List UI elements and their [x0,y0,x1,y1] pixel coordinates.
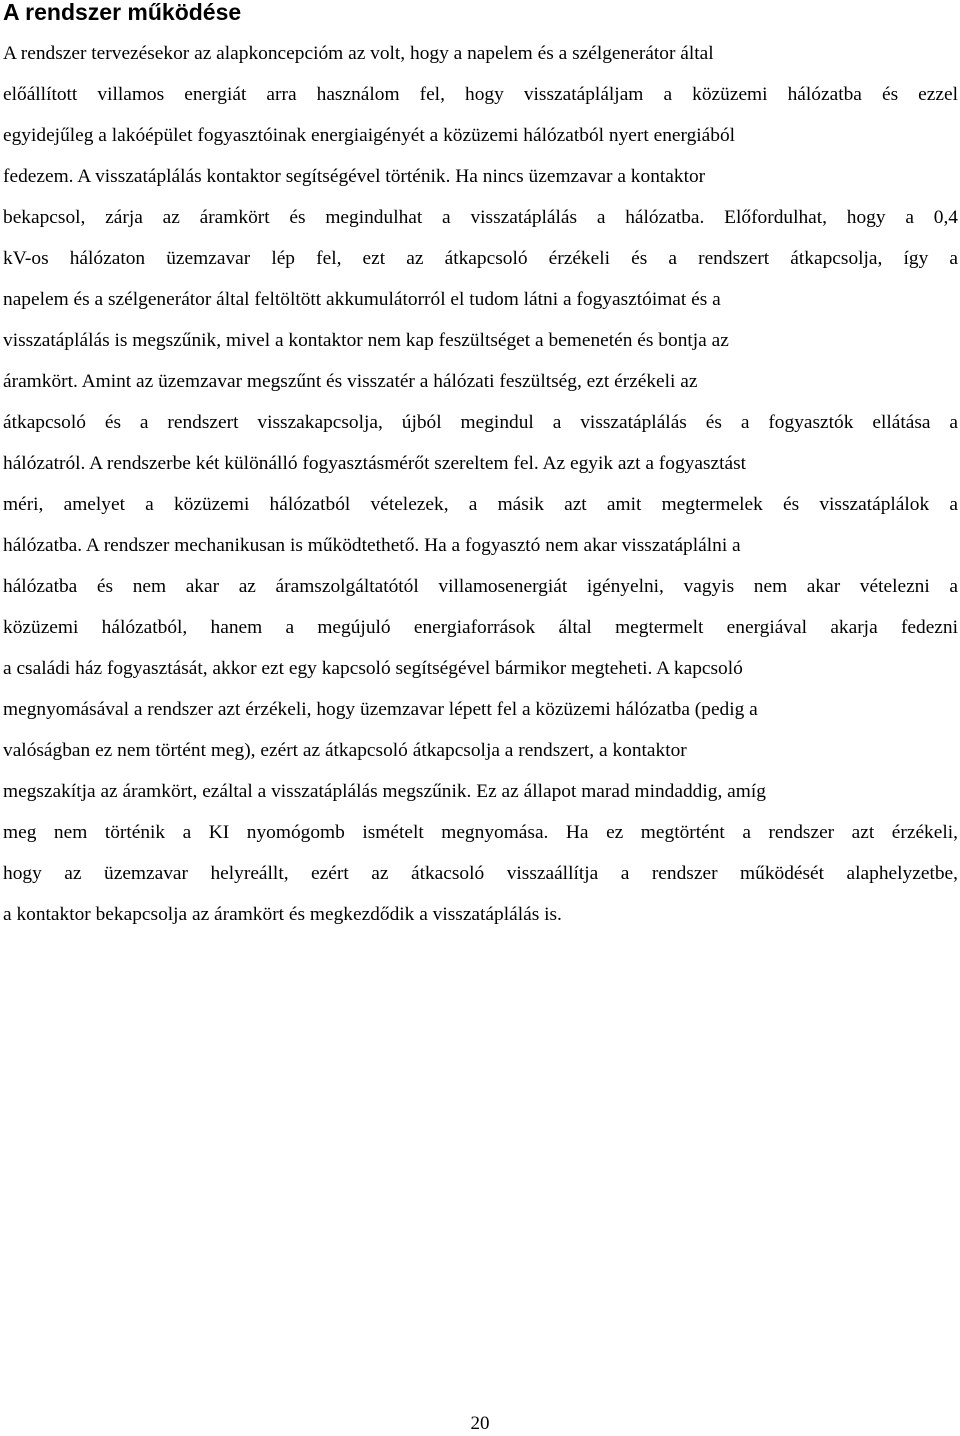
paragraph-line: meg nem történik a KI nyomógomb ismételt megnyomása. Ha ez megtörtént a rendszer azt érzékeli, [3,822,958,843]
paragraph-line: hálózatról. A rendszerbe két különálló fogyasztásmérőt szereltem fel. Az egyik azt a fogyasztást [3,453,747,474]
paragraph-line: megnyomásával a rendszer azt érzékeli, hogy üzemzavar lépett fel a közüzemi hálózatba (pedig a [3,699,758,720]
paragraph-line: hálózatba. A rendszer mechanikusan is működtethető. Ha a fogyasztó nem akar visszatáplálni a [3,535,741,556]
paragraph-line: kV-os hálózaton üzemzavar lép fel, ezt az átkapcsoló érzékeli és a rendszert átkapcsolja, így a [3,248,958,269]
page-number: 20 [470,1413,490,1434]
paragraph-line: egyidejűleg a lakóépület fogyasztóinak energiaigényét a közüzemi hálózatból nyert energiából [3,125,736,146]
paragraph-line: a családi ház fogyasztását, akkor ezt egy kapcsoló segítségével bármikor megteheti. A kapcsoló [3,658,743,679]
paragraph-line: méri, amelyet a közüzemi hálózatból vételezek, a másik azt amit megtermelek és visszatáplálok a [3,494,958,515]
paragraph-line: fedezem. A visszatáplálás kontaktor segítségével történik. Ha nincs üzemzavar a kontaktor [3,166,706,187]
paragraph-line: hogy az üzemzavar helyreállt, ezért az átkacsoló visszaállítja a rendszer működését alaphelyzetbe, [3,863,958,884]
paragraph-line: áramkört. Amint az üzemzavar megszűnt és visszatér a hálózati feszültség, ezt érzékeli az [3,371,698,392]
paragraph-line: előállított villamos energiát arra használom fel, hogy visszatápláljam a közüzemi hálózatba és ezzel [3,84,958,105]
paragraph-line: a kontaktor bekapcsolja az áramkört és megkezdődik a visszatáplálás is. [3,904,562,925]
paragraph-line: megszakítja az áramkört, ezáltal a visszatáplálás megszűnik. Ez az állapot marad mindaddig, amíg [3,781,766,802]
section-heading: A rendszer működése [3,0,242,25]
paragraph-line: közüzemi hálózatból, hanem a megújuló energiaforrások által megtermelt energiával akarja fedezni [3,617,958,638]
body-paragraph [3,44,958,946]
paragraph-line: bekapcsol, zárja az áramkört és megindulhat a visszatáplálás a hálózatba. Előfordulhat, hogy a 0,4 [3,207,958,228]
paragraph-line: hálózatba és nem akar az áramszolgáltatótól villamosenergiát igényelni, vagyis nem akar vételezni a [3,576,958,597]
paragraph-line: visszatáplálás is megszűnik, mivel a kontaktor nem kap feszültséget a bemenetén és bontja az [3,330,729,351]
paragraph-line: napelem és a szélgenerátor által feltöltött akkumulátorról el tudom látni a fogyasztóimat és a [3,289,721,310]
paragraph-line: A rendszer tervezésekor az alapkoncepcióm az volt, hogy a napelem és a szélgenerátor által [3,43,714,64]
paragraph-line: valóságban ez nem történt meg), ezért az átkapcsoló átkapcsolja a rendszert, a kontaktor [3,740,687,761]
paragraph-line: átkapcsoló és a rendszert visszakapcsolja, újból megindul a visszatáplálás és a fogyasztók ellátása a [3,412,958,433]
